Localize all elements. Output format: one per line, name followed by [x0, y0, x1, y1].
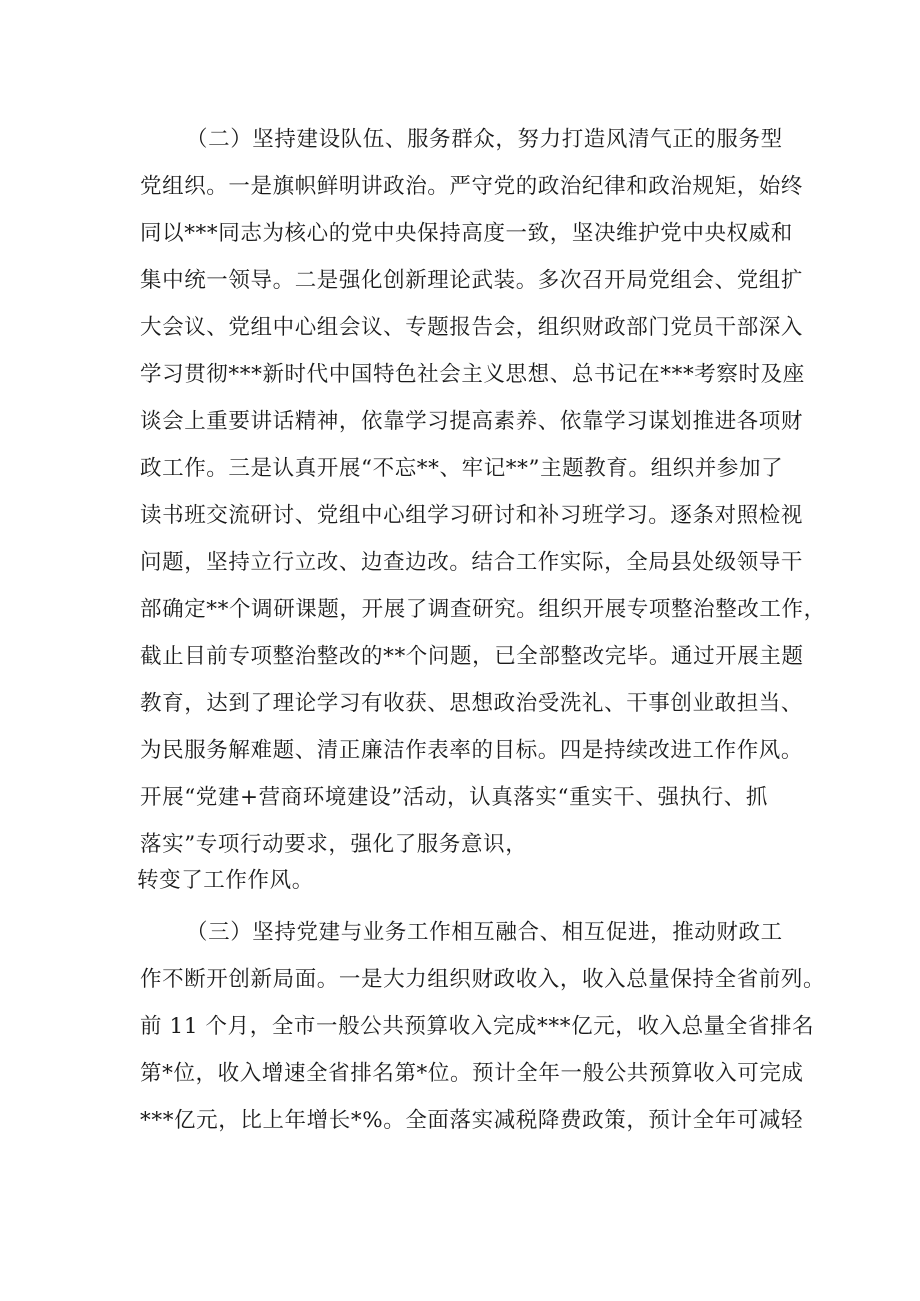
- paragraph-2-line-8: 政工作。三是认真开展“不忘**、牢记**”主题教育。组织并参加了: [140, 456, 784, 481]
- paragraph-2-line-9: 读书班交流研讨、党组中心组学习研讨和补习班学习。逐条对照检视: [140, 503, 804, 528]
- paragraph-2-line-14: 为民服务解难题、清正廉洁作表率的目标。四是持续改进工作作风。: [140, 738, 804, 763]
- paragraph-2-line-10: 问题，坚持立行立改、边查边改。结合工作实际，全局县处级领导干: [140, 550, 804, 575]
- paragraph-2-line-11: 部确定**个调研课题，开展了调查研究。组织开展专项整治整改工作，: [140, 597, 826, 622]
- paragraph-2-line-17: 转变了工作作风。: [137, 868, 314, 893]
- paragraph-2-line-15: 开展“党建+营商环境建设”活动，认真落实“重实干、强执行、抓: [140, 785, 768, 810]
- paragraph-2-line-3: 同以***同志为核心的党中央保持高度一致，坚决维护党中央权威和: [140, 221, 793, 246]
- paragraph-3-line-2: 作不断开创新局面。一是大力组织财政收入，收入总量保持全省前列。: [140, 967, 826, 992]
- paragraph-2-line-1: （二）坚持建设队伍、服务群众，努力打造风清气正的服务型: [186, 127, 783, 152]
- paragraph-2-line-2: 党组织。一是旗帜鲜明讲政治。严守党的政治纪律和政治规矩，始终: [140, 174, 804, 199]
- paragraph-2-line-13: 教育，达到了理论学习有收获、思想政治受洗礼、干事创业敢担当、: [140, 691, 804, 716]
- paragraph-2-line-4: 集中统一领导。二是强化创新理论武装。多次召开局党组会、党组扩: [140, 268, 804, 293]
- paragraph-3-line-1: （三）坚持党建与业务工作相互融合、相互促进，推动财政工: [186, 920, 783, 945]
- paragraph-2-line-5: 大会议、党组中心组会议、专题报告会，组织财政部门党员干部深入: [140, 315, 804, 340]
- paragraph-3-line-3: 前 11 个月，全市一般公共预算收入完成***亿元，收入总量全省排名: [140, 1014, 815, 1039]
- paragraph-3-line-5: ***亿元，比上年增长*%。全面落实减税降费政策，预计全年可减轻: [140, 1108, 804, 1133]
- paragraph-2-line-7: 谈会上重要讲话精神，依靠学习提高素养、依靠学习谋划推进各项财: [140, 409, 804, 434]
- paragraph-3-line-4: 第*位，收入增速全省排名第*位。预计全年一般公共预算收入可完成: [140, 1061, 804, 1086]
- paragraph-2-line-6: 学习贯彻***新时代中国特色社会主义思想、总书记在***考察时及座: [140, 362, 805, 387]
- paragraph-2-line-12: 截止目前专项整治整改的**个问题，已全部整改完毕。通过开展主题: [140, 644, 804, 669]
- paragraph-2-line-16: 落实”专项行动要求，强化了服务意识，: [140, 832, 528, 857]
